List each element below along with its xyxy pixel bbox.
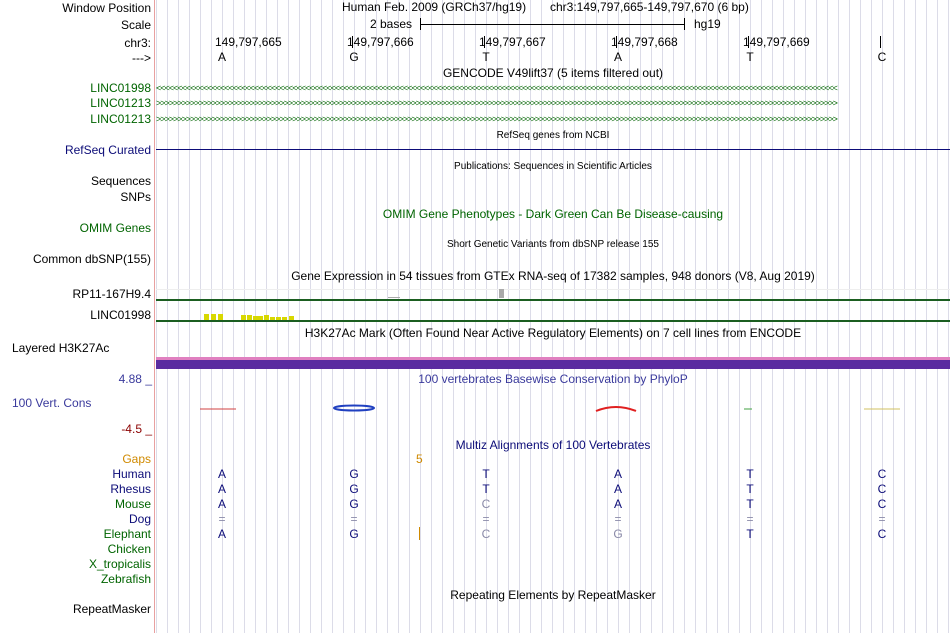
- gencode-gene-3[interactable]: >>>>>>>>>>>>>>>>>>>>>>>>>>>>>>>>>>>>>>>>>>>>>>>>>>>>>>>>>>>>>>>>>>>>>>>>>>>>>>>>>>>>>>>>>>>>>>>>>>>>>>>>>>>>>>>>>>>>>>>>>>>>>>>>>>>>>>>>>>>>>>>>>>>>>>>>>>>>>>>>: [156, 114, 837, 124]
- gtex-gene-label-2[interactable]: LINC01998: [90, 308, 151, 322]
- grid-line: [189, 0, 190, 633]
- alignment-base: A: [217, 527, 226, 541]
- refseq-curated-label[interactable]: RefSeq Curated: [64, 143, 151, 157]
- grid-line: [706, 0, 707, 633]
- species-label-dog[interactable]: Dog: [128, 512, 151, 526]
- grid-line: [596, 0, 597, 633]
- grid-line: [915, 0, 916, 633]
- refseq-track-title: RefSeq genes from NCBI: [496, 130, 610, 141]
- grid-line: [761, 0, 762, 633]
- alignment-base: T: [482, 467, 490, 481]
- chrom-label[interactable]: chr3:: [124, 36, 151, 50]
- grid-line: [871, 0, 872, 633]
- grid-line: [310, 0, 311, 633]
- grid-line: [464, 0, 465, 633]
- grid-line: [717, 0, 718, 633]
- grid-line: [904, 0, 905, 633]
- alignment-base: G: [349, 482, 359, 496]
- alignment-base: A: [613, 467, 622, 481]
- scale-db: hg19: [694, 17, 721, 31]
- grid-line: [860, 0, 861, 633]
- grid-line: [475, 0, 476, 633]
- phylop-max-label: 4.88 _: [118, 372, 152, 386]
- alignment-base: C: [877, 467, 887, 481]
- grid-line: [728, 0, 729, 633]
- grid-line: [585, 0, 586, 633]
- alignment-base: A: [613, 482, 622, 496]
- alignment-base: T: [746, 497, 754, 511]
- species-label-chicken[interactable]: Chicken: [107, 542, 151, 556]
- alignment-base: =: [482, 512, 490, 526]
- grid-line: [343, 0, 344, 633]
- scale-bar: [420, 24, 684, 25]
- ruler-position-label: 149,797,669: [743, 35, 810, 49]
- snps-label[interactable]: SNPs: [120, 190, 151, 204]
- publications-track-title: Publications: Sequences in Scientific Articles: [454, 161, 652, 172]
- scale-bar-right-tick: [684, 18, 685, 30]
- gtex-gene-line-1[interactable]: [156, 299, 950, 301]
- phylop-bar-2: [334, 406, 374, 411]
- grid-line: [178, 0, 179, 633]
- species-label-mouse[interactable]: Mouse: [114, 497, 151, 511]
- alignment-base: C: [481, 527, 491, 541]
- repeatmasker-label[interactable]: RepeatMasker: [72, 602, 151, 616]
- grid-line: [519, 0, 520, 633]
- h3k27ac-layer-purple[interactable]: [156, 360, 950, 369]
- common-dbsnp-label[interactable]: Common dbSNP(155): [32, 252, 151, 266]
- alignment-base: G: [349, 527, 359, 541]
- gap-count: 5: [416, 452, 423, 466]
- alignment-base: G: [613, 527, 623, 541]
- alignment-base: A: [217, 497, 226, 511]
- grid-line: [838, 0, 839, 633]
- alignment-base: =: [746, 512, 754, 526]
- alignment-base: T: [482, 482, 490, 496]
- ruler-tick: [880, 36, 881, 48]
- strand-arrow-label[interactable]: --->: [132, 51, 151, 65]
- grid-line: [827, 0, 828, 633]
- multiz-track-title: Multiz Alignments of 100 Vertebrates: [455, 438, 651, 452]
- grid-line: [684, 0, 685, 633]
- phylop-label[interactable]: 100 Vert. Cons: [12, 396, 92, 410]
- grid-line: [420, 0, 421, 633]
- grid-line: [299, 0, 300, 633]
- reference-base: C: [877, 50, 887, 64]
- grid-line: [695, 0, 696, 633]
- grid-line: [893, 0, 894, 633]
- alignment-base: A: [217, 482, 226, 496]
- grid-line: [607, 0, 608, 633]
- gtex-bar-1[interactable]: [499, 289, 504, 298]
- grid-line: [497, 0, 498, 633]
- grid-line: [640, 0, 641, 633]
- phylop-plot[interactable]: [156, 395, 950, 425]
- track-label-column: [0, 0, 155, 633]
- grid-line: [739, 0, 740, 633]
- alignment-base: A: [217, 467, 226, 481]
- grid-line: [805, 0, 806, 633]
- grid-line: [662, 0, 663, 633]
- grid-line: [574, 0, 575, 633]
- alignment-base: T: [746, 467, 754, 481]
- ruler-position-label: 149,797,665: [215, 35, 282, 49]
- alignment-base: G: [349, 467, 359, 481]
- omim-genes-label[interactable]: OMIM Genes: [79, 221, 151, 235]
- dbsnp-track-title: Short Genetic Variants from dbSNP release 155: [447, 239, 659, 250]
- gencode-gene-1[interactable]: <<<<<<<<<<<<<<<<<<<<<<<<<<<<<<<<<<<<<<<<<<<<<<<<<<<<<<<<<<<<<<<<<<<<<<<<<<<<<<<<<<<<<<<<<<<<<<<<<<<<<<<<<<<<<<<<<<<<<<<<<<<<<<<<<<<<<<<<<<<<<<<<<<<<<<<<<<<<<<<<: [156, 83, 837, 93]
- layered-h3k27ac-label[interactable]: Layered H3K27Ac: [12, 341, 110, 355]
- grid-line: [508, 0, 509, 633]
- grid-line: [332, 0, 333, 633]
- grid-line: [156, 0, 157, 633]
- alignment-base: T: [746, 482, 754, 496]
- scale-label[interactable]: Scale: [120, 18, 151, 32]
- alignment-base: =: [614, 512, 622, 526]
- gaps-label[interactable]: Gaps: [122, 452, 151, 466]
- grid-line: [409, 0, 410, 633]
- phylop-min-label: -4.5 _: [121, 422, 152, 436]
- reference-base: T: [482, 50, 490, 64]
- grid-line: [321, 0, 322, 633]
- grid-line: [651, 0, 652, 633]
- alignment-base: C: [877, 482, 887, 496]
- grid-line: [948, 0, 949, 633]
- grid-line: [387, 0, 388, 633]
- gencode-gene-2[interactable]: >>>>>>>>>>>>>>>>>>>>>>>>>>>>>>>>>>>>>>>>>>>>>>>>>>>>>>>>>>>>>>>>>>>>>>>>>>>>>>>>>>>>>>>>>>>>>>>>>>>>>>>>>>>>>>>>>>>>>>>>>>>>>>>>>>>>>>>>>>>>>>>>>>>>>>>>>>>>>>>>: [156, 98, 837, 108]
- grid-line: [365, 0, 366, 633]
- ruler-position-label: 149,797,668: [611, 35, 678, 49]
- species-label-x_tropicalis[interactable]: X_tropicalis: [88, 557, 151, 571]
- alignment-base: =: [218, 512, 226, 526]
- grid-line: [376, 0, 377, 633]
- gap-marker: [419, 527, 420, 540]
- grid-line: [530, 0, 531, 633]
- gtex-gene-label-1[interactable]: RP11-167H9.4: [72, 287, 151, 301]
- gencode-gene-label-2[interactable]: LINC01213: [90, 96, 151, 110]
- grid-line: [926, 0, 927, 633]
- alignment-base: C: [877, 527, 887, 541]
- gencode-gene-label-3[interactable]: LINC01213: [90, 112, 151, 126]
- alignment-base: C: [481, 497, 491, 511]
- species-label-zebrafish[interactable]: Zebrafish: [100, 572, 151, 586]
- window-position-label[interactable]: Window Position: [62, 1, 151, 15]
- phylop-bar-3: [596, 407, 636, 411]
- grid-line: [233, 0, 234, 633]
- grid-line: [442, 0, 443, 633]
- ruler-position-label: 149,797,667: [479, 35, 546, 49]
- grid-line: [937, 0, 938, 633]
- grid-line: [673, 0, 674, 633]
- grid-line: [167, 0, 168, 633]
- grid-line: [431, 0, 432, 633]
- alignment-base: T: [746, 527, 754, 541]
- species-label-elephant[interactable]: Elephant: [103, 527, 151, 541]
- grid-line: [816, 0, 817, 633]
- grid-line: [794, 0, 795, 633]
- species-label-rhesus[interactable]: Rhesus: [110, 482, 151, 496]
- reference-base: G: [349, 50, 359, 64]
- alignment-base: C: [877, 497, 887, 511]
- omim-track-title: OMIM Gene Phenotypes - Dark Green Can Be Disease-causing: [382, 207, 724, 221]
- grid-line: [629, 0, 630, 633]
- sequences-label[interactable]: Sequences: [90, 174, 151, 188]
- grid-line: [552, 0, 553, 633]
- species-label-human[interactable]: Human: [112, 467, 151, 481]
- phylop-track-title: 100 vertebrates Basewise Conservation by PhyloP: [418, 372, 688, 386]
- grid-line: [563, 0, 564, 633]
- grid-line: [772, 0, 773, 633]
- gtex-gene-line-2[interactable]: [156, 320, 950, 322]
- grid-line: [783, 0, 784, 633]
- alignment-base: G: [349, 497, 359, 511]
- alignment-base: =: [878, 512, 886, 526]
- scale-text: 2 bases: [370, 17, 413, 31]
- refseq-gene-line[interactable]: [156, 149, 950, 150]
- gencode-track-title: GENCODE V49lift37 (5 items filtered out): [442, 66, 664, 80]
- assembly-title: Human Feb. 2009 (GRCh37/hg19): [342, 0, 527, 14]
- alignment-base: =: [350, 512, 358, 526]
- h3k27ac-track-title: H3K27Ac Mark (Often Found Near Active Regulatory Elements) on 7 cell lines from ENCODE: [304, 326, 802, 340]
- grid-line: [200, 0, 201, 633]
- alignment-base: A: [613, 497, 622, 511]
- repeatmasker-track-title: Repeating Elements by RepeatMasker: [450, 588, 656, 602]
- reference-base: A: [217, 50, 226, 64]
- reference-base: T: [746, 50, 754, 64]
- gtex-track-title: Gene Expression in 54 tissues from GTEx RNA-seq of 17382 samples, 948 donors (V8, Aug 2019): [291, 269, 815, 283]
- browser-image[interactable]: [156, 0, 950, 633]
- ruler-position-label: 149,797,666: [347, 35, 414, 49]
- grid-line: [541, 0, 542, 633]
- grid-line: [849, 0, 850, 633]
- gencode-gene-label-1[interactable]: LINC01998: [90, 81, 151, 95]
- position-title: chr3:149,797,665-149,797,670 (6 bp): [550, 0, 749, 14]
- grid-line: [453, 0, 454, 633]
- grid-line: [398, 0, 399, 633]
- reference-base: A: [613, 50, 622, 64]
